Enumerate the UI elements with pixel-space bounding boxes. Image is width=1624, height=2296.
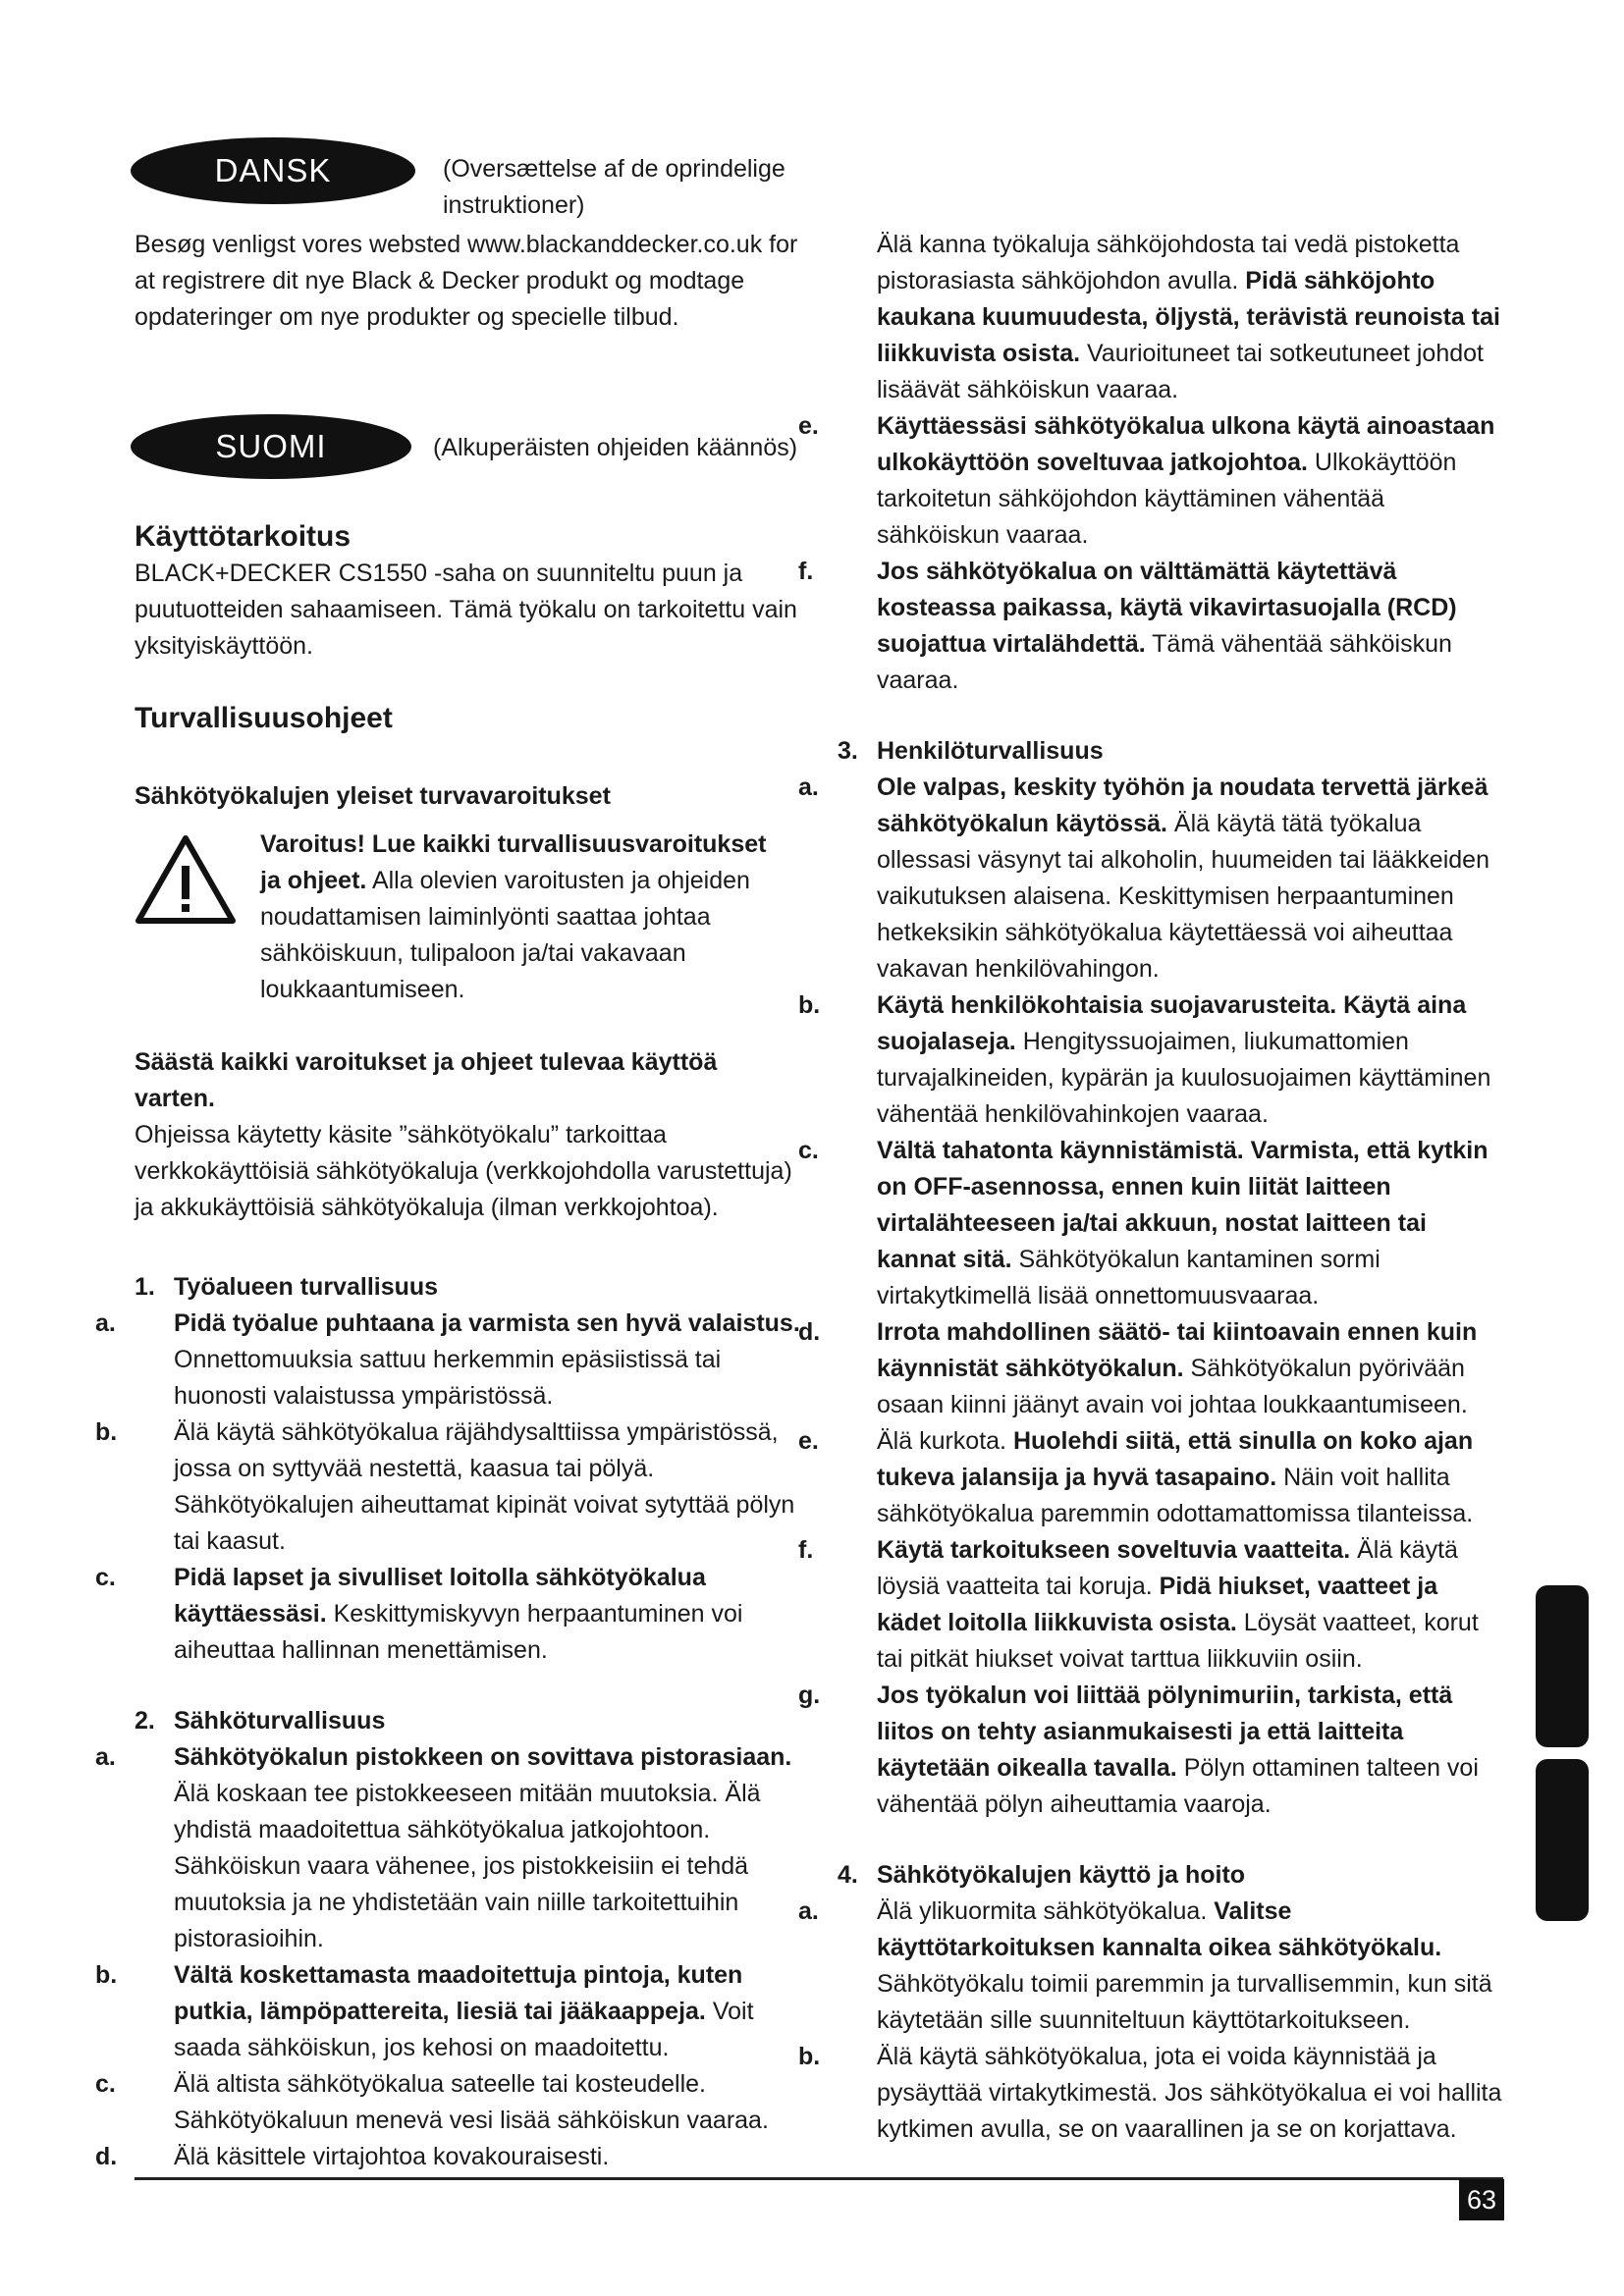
list-item-bold: Irrota mahdollinen säätö- tai kiintoavain ennen kuin käynnistät sähkötyökalun. bbox=[877, 1318, 1478, 1382]
suomi-label bbox=[131, 414, 411, 479]
list-item-body bbox=[95, 1957, 802, 2066]
list-item-label: e. bbox=[798, 412, 819, 440]
list-item bbox=[798, 1894, 1505, 2039]
list-item-text: Tämä vähentää sähköiskun vaaraa. bbox=[877, 630, 1452, 694]
warning-bold: Varoitus! Lue kaikki turvallisuusvaroitukset ja ohjeet. bbox=[260, 830, 767, 894]
list-item bbox=[798, 554, 1505, 699]
continued-text-2: Vaurioituneet tai sotkeutuneet johdot lisäävät sähköiskun vaaraa. bbox=[877, 340, 1484, 403]
list-item-label: d. bbox=[798, 1318, 821, 1346]
list-item-text: Pölyn ottaminen talteen voi vähentää pölyn aiheuttamia vaaroja. bbox=[877, 1754, 1479, 1818]
list-item-label: b. bbox=[798, 991, 821, 1019]
section-3-heading bbox=[838, 733, 1505, 770]
warning-body: Alla olevien varoitusten ja ohjeiden noudattamisen laiminlyönti saattaa johtaa sähköiskuun, tulipaloon ja/tai vakavaan loukkaantumiseen. bbox=[260, 867, 750, 1003]
section-3-items bbox=[798, 770, 1505, 1823]
right-column bbox=[798, 227, 1505, 2148]
list-item-bold2: Pidä hiukset, vaatteet ja kädet loitolla liikkuvista osista. bbox=[877, 1573, 1438, 1636]
purpose-text: BLACK+DECKER CS1550 -saha on suunniteltu puun ja puutuotteiden sahaamiseen. Tämä työkalu on tarkoitettu vain yksityiskäyttöön. bbox=[135, 560, 797, 660]
list-item-label: g. bbox=[798, 1682, 821, 1709]
list-item-body bbox=[95, 2139, 802, 2175]
list-item bbox=[798, 770, 1505, 988]
list-item-label: f. bbox=[798, 558, 814, 585]
dansk-text: Besøg venligst vores websted www.blackanddecker.co.uk for at registrere dit nye Black & Decker produkt og modtage opdateringer om nye produkter og specielle tilbud. bbox=[135, 231, 798, 331]
list-item-body bbox=[798, 2039, 1505, 2148]
list-item-body bbox=[798, 988, 1505, 1133]
list-item-text: Älä käytä sähkötyökalua räjähdysalttiissa ympäristössä, jossa on syttyvää nestettä, kaasua tai pölyä. Sähkötyökalujen aiheuttamat kipinät voivat sytyttää pölyn tai kaasut. bbox=[174, 1418, 795, 1555]
list-item-pre: Älä ylikuormita sähkötyökalua. bbox=[877, 1897, 1215, 1925]
list-item-text: Näin voit hallita sähkötyökalua paremmin odottamattomissa tilanteissa. bbox=[877, 1464, 1474, 1527]
list-item-text: Keskittymiskyvyn herpaantuminen voi aiheuttaa hallinnan menettämisen. bbox=[174, 1600, 743, 1664]
suomi-label-text: SUOMI bbox=[215, 428, 327, 464]
list-item-body bbox=[95, 1306, 802, 1415]
list-item-body bbox=[798, 554, 1505, 699]
section-2-num: 2. bbox=[135, 1707, 155, 1735]
list-item bbox=[798, 1423, 1505, 1532]
list-item bbox=[798, 1678, 1505, 1823]
list-item-text: Hengityssuojaimen, liukumattomien turvajalkineiden, kypärän ja kuulosuojaimen käyttäminen vähentää henkilövahinkojen vaaraa. bbox=[877, 1028, 1491, 1128]
list-item-text: Älä käytä sähkötyökalua, jota ei voida käynnistää ja pysäyttää virtakytkimestä. Jos sähkötyökalua ei voi hallita kytkimen avulla, se on vaarallinen ja se on korjattava. bbox=[877, 2043, 1502, 2143]
list-item-body bbox=[95, 1739, 802, 1957]
warning-triangle-icon bbox=[135, 834, 237, 925]
dansk-label bbox=[131, 137, 415, 204]
list-item-label: b. bbox=[798, 2043, 821, 2070]
list-item-text: Älä käytä tätä työkalua ollessasi väsynyt tai alkoholin, huumeiden tai lääkkeiden vaikutuksen alaisena. Keskittymisen herpaantuminen hetkeksikin sähkötyökalua käytettäessä voi aiheuttaa vakavan henkilövahingon. bbox=[877, 810, 1489, 983]
section-1-title: Työalueen turvallisuus bbox=[174, 1273, 439, 1301]
list-item-body bbox=[95, 2066, 802, 2139]
warning-text bbox=[260, 827, 771, 1008]
list-item-text: Sähkötyökalun pyörivään osaan kiinni jäänyt avain voi johtaa loukkaantumiseen. bbox=[877, 1355, 1468, 1418]
list-item-text: Älä käytä löysiä vaatteita tai koruja. bbox=[877, 1536, 1458, 1600]
list-item-text: Älä käsittele virtajohtoa kovakouraisesti. bbox=[174, 2143, 610, 2170]
list-item-bold: Pidä työalue puhtaana ja varmista sen hyvä valaistus. bbox=[174, 1309, 800, 1337]
list-item bbox=[95, 1306, 802, 1415]
list-item-bold: Ole valpas, keskity työhön ja noudata tervettä järkeä sähkötyökalun käytössä. bbox=[877, 774, 1489, 837]
list-item-text: Älä altista sähkötyökalua sateelle tai kosteudelle. Sähkötyökaluun menevä vesi lisää sähköiskun vaaraa. bbox=[174, 2070, 769, 2134]
save-bold: Säästä kaikki varoitukset ja ohjeet tulevaa käyttöä varten. bbox=[135, 1048, 718, 1112]
list-item-text: Ulkokäyttöön tarkoitetun sähköjohdon käyttäminen vähentää sähköiskun vaaraa. bbox=[877, 449, 1457, 549]
list-item bbox=[95, 1739, 802, 1957]
section-2-items bbox=[95, 1739, 802, 2175]
list-item-bold: Jos sähkötyökalua on välttämättä käytettävä kosteassa paikassa, käytä vikavirtasuojalla (RCD) suojattua virtalähdettä. bbox=[877, 558, 1457, 658]
dansk-label-text: DANSK bbox=[214, 152, 332, 188]
list-item-body bbox=[798, 408, 1505, 554]
list-item-bold: Käytä tarkoitukseen soveltuvia vaatteita. bbox=[877, 1536, 1351, 1564]
section-2-heading bbox=[135, 1703, 802, 1739]
section-4-heading bbox=[838, 1857, 1505, 1894]
list-item bbox=[798, 2039, 1505, 2148]
list-item-bold: Jos työkalun voi liittää pölynimuriin, tarkista, että liitos on tehty asianmukaisesti ja että laitteita käytetään oikealla tavalla. bbox=[877, 1682, 1453, 1782]
section-1-num: 1. bbox=[135, 1273, 155, 1301]
list-item-label: a. bbox=[798, 1897, 819, 1925]
section-2-continued-items bbox=[798, 408, 1505, 699]
list-item bbox=[798, 1133, 1505, 1314]
list-item-body bbox=[95, 1560, 802, 1669]
list-item-label: a. bbox=[95, 1743, 116, 1771]
list-item-label: f. bbox=[798, 1536, 814, 1564]
list-item-bold: Vältä tahatonta käynnistämistä. Varmista, että kytkin on OFF-asennossa, ennen kuin liität laitteen virtalähteeseen ja/tai akkuun, nostat laitteen tai kannat sitä. bbox=[877, 1137, 1489, 1273]
list-item-body bbox=[798, 1423, 1505, 1532]
section-2-title: Sähköturvallisuus bbox=[174, 1707, 386, 1735]
list-item-body bbox=[798, 1314, 1505, 1423]
section-4-num: 4. bbox=[838, 1861, 858, 1889]
page-number: 63 bbox=[1459, 2179, 1504, 2220]
dansk-note: (Oversættelse af de oprindelige instruktioner) bbox=[443, 155, 785, 219]
continued-text bbox=[838, 227, 1505, 408]
list-item-text: Voit saada sähköiskun, jos kehosi on maadoitettu. bbox=[174, 1998, 754, 2061]
section-3-num: 3. bbox=[838, 737, 858, 765]
suomi-note: (Alkuperäisten ohjeiden käännös) bbox=[433, 434, 798, 461]
list-item-body bbox=[798, 1133, 1505, 1314]
list-item-text: Onnettomuuksia sattuu herkemmin epäsiistissä tai huonosti valaistussa ympäristössä. bbox=[174, 1346, 722, 1410]
list-item-label: a. bbox=[798, 774, 819, 801]
list-item-label: b. bbox=[95, 1418, 118, 1446]
list-item-bold: Vältä koskettamasta maadoitettuja pintoja, kuten putkia, lämpöpattereita, liesiä tai jääkaappeja. bbox=[174, 1961, 743, 2025]
list-item-text: Sähkötyökalu toimii paremmin ja turvallisemmin, kun sitä käytetään sille suunniteltuun käyttötarkoitukseen. bbox=[877, 1970, 1492, 2034]
list-item-bold: Sähkötyökalun pistokkeen on sovittava pistorasiaan. bbox=[174, 1743, 792, 1771]
section-4-title: Sähkötyökalujen käyttö ja hoito bbox=[877, 1861, 1246, 1889]
list-item bbox=[798, 1314, 1505, 1423]
list-item bbox=[798, 1532, 1505, 1678]
list-item-bold: Huolehdi siitä, että sinulla on koko ajan tukeva jalansija ja hyvä tasapaino. bbox=[877, 1427, 1474, 1491]
list-item-bold: Pidä lapset ja sivulliset loitolla sähkötyökalua käyttäessäsi. bbox=[174, 1564, 706, 1628]
left-column bbox=[95, 520, 802, 2175]
continued-text-1: Älä kanna työkaluja sähköjohdosta tai vedä pistoketta pistorasiasta sähköjohdon avulla. bbox=[877, 231, 1460, 294]
list-item-pre: Älä kurkota. bbox=[877, 1427, 1013, 1455]
warning-block bbox=[135, 827, 802, 1013]
list-item-text: Älä koskaan tee pistokkeeseen mitään muutoksia. Älä yhdistä maadoitettua sähkötyökalua jatkojohtoon. Sähköiskun vaara vähenee, jos pistokkeisiin ei tehdä muutoksia ja ne yhdistetään vain niille tarkoitettuihin pistorasioihin. bbox=[174, 1780, 761, 1952]
list-item-bold: Valitse käyttötarkoituksen kannalta oikea sähkötyökalu. bbox=[877, 1897, 1442, 1961]
list-item bbox=[798, 988, 1505, 1133]
list-item-bold: Käyttäessäsi sähkötyökalua ulkona käytä ainoastaan ulkokäyttöön soveltuvaa jatkojohtoa. bbox=[877, 412, 1495, 476]
list-item bbox=[95, 1560, 802, 1669]
list-item-label: a. bbox=[95, 1309, 116, 1337]
list-item bbox=[95, 2066, 802, 2139]
continued-bold: Pidä sähköjohto kaukana kuumuudesta, öljystä, terävistä reunoista tai liikkuvista osista. bbox=[877, 267, 1500, 367]
list-item-label: b. bbox=[95, 1961, 118, 1989]
list-item-label: c. bbox=[95, 1564, 116, 1591]
safety-title: Turvallisuusohjeet bbox=[135, 702, 393, 734]
save-body: Ohjeissa käytetty käsite ”sähkötyökalu” tarkoittaa verkkokäyttöisiä sähkötyökaluja (verkkojohdolla varustettuja) ja akkukäyttöisiä sähkötyökaluja (ilman verkkojohtoa). bbox=[135, 1121, 792, 1221]
list-item-body bbox=[798, 1532, 1505, 1678]
language-tab-marker-top bbox=[1536, 1585, 1589, 1747]
list-item-body bbox=[798, 770, 1505, 988]
section-1-items bbox=[95, 1306, 802, 1669]
save-instructions bbox=[135, 1044, 802, 1226]
language-tab-marker-bottom bbox=[1536, 1759, 1589, 1921]
list-item-label: c. bbox=[95, 2070, 116, 2098]
list-item-label: c. bbox=[798, 1137, 819, 1164]
section-4-items bbox=[798, 1894, 1505, 2148]
list-item bbox=[95, 1957, 802, 2066]
list-item-bold: Käytä henkilökohtaisia suojavarusteita. Käytä aina suojalaseja. bbox=[877, 991, 1467, 1055]
section-3-title: Henkilöturvallisuus bbox=[877, 737, 1104, 765]
list-item-text: Sähkötyökalun kantaminen sormi virtakytkimellä lisää onnettomuusvaaraa. bbox=[877, 1246, 1380, 1309]
list-item-body bbox=[95, 1415, 802, 1560]
section-1-heading bbox=[135, 1269, 802, 1306]
list-item-label: d. bbox=[95, 2143, 118, 2170]
list-item-label: e. bbox=[798, 1427, 819, 1455]
list-item-body bbox=[798, 1894, 1505, 2039]
purpose-title: Käyttötarkoitus bbox=[135, 520, 352, 553]
list-item-body bbox=[798, 1678, 1505, 1823]
general-warnings-title: Sähkötyökalujen yleiset turvavaroitukset bbox=[135, 782, 611, 810]
list-item bbox=[95, 1415, 802, 1560]
list-item bbox=[798, 408, 1505, 554]
list-item bbox=[95, 2139, 802, 2175]
footer-rule bbox=[135, 2177, 1503, 2180]
list-item-text2: Löysät vaatteet, korut tai pitkät hiukset voivat tarttua liikkuviin osiin. bbox=[877, 1609, 1479, 1673]
